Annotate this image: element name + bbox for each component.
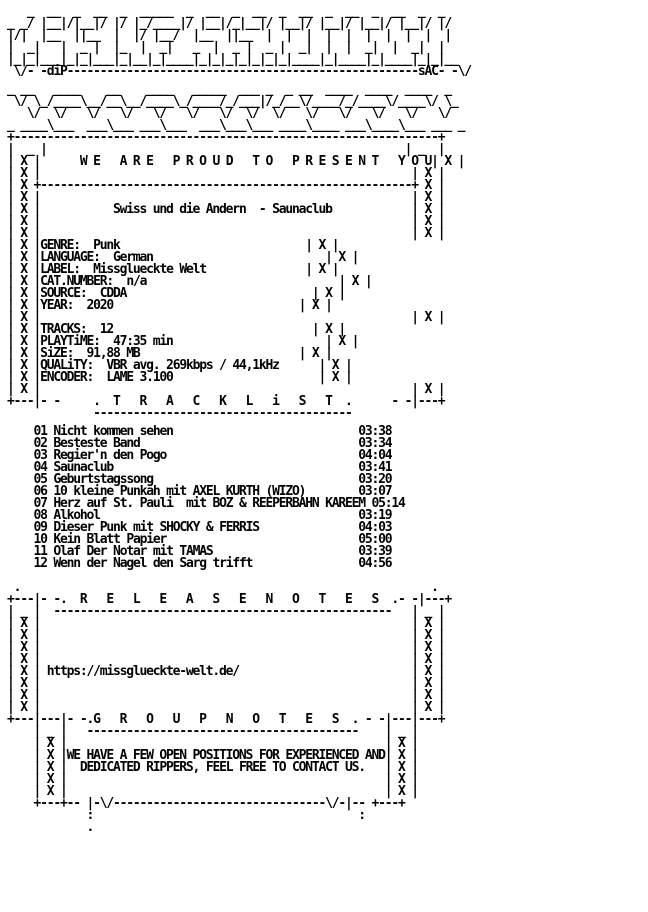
track-number: 04 <box>33 460 47 475</box>
ascii-frame: | X | <box>7 262 41 277</box>
ascii-frame: - -|---|---+ <box>358 712 445 727</box>
track-number: 08 <box>33 508 47 523</box>
logo-art-line: | _| | _ | |_ | _| _ | _ | _ | _| | | _| | _| | <box>7 40 451 55</box>
ascii-frame: | X | <box>7 322 41 337</box>
track-time: 03:34 <box>358 436 392 451</box>
track-number: 10 <box>33 532 47 547</box>
track-time: 03:19 <box>358 508 392 523</box>
ascii-frame: | X | | X | <box>7 190 445 205</box>
track-title: Geburtstagssong <box>53 472 153 487</box>
ascii-frame: | X | | X | <box>7 652 445 667</box>
heading-underline <box>7 408 648 420</box>
ascii-frame: | X | <box>7 238 41 253</box>
group-notes-line: WE HAVE A FEW OPEN POSITIONS FOR EXPERIENCED AND <box>66 748 385 763</box>
ascii-frame: +----------------------------------------------------------------+ <box>7 130 445 145</box>
ascii-frame: | X | <box>331 202 445 217</box>
logo-art-line: |/| |__ ||__ | |/ |__/ |__ ||__ | | | | | | | | | | <box>7 28 458 43</box>
track-time: 03:39 <box>358 544 392 559</box>
ascii-frame: - -|---+ <box>351 394 445 409</box>
track-title: Kein Blatt Papier <box>53 532 167 547</box>
ascii-frame: | X | <box>7 748 67 763</box>
ascii-frame: +---|- - <box>7 592 61 607</box>
info-label: YEAR: <box>40 298 74 313</box>
logo-art-line: |_|_|___|_|_|___|_|__|_|____|_|_|_|_|_|_|_|____|_|____|_|____|_|_|__ <box>7 52 465 67</box>
track-time: 03:20 <box>358 472 392 487</box>
ascii-frame <box>7 556 34 571</box>
logo-art <box>7 66 648 78</box>
track-title: Besteste Band <box>53 436 140 451</box>
info-value: LAME 3.100 <box>106 370 173 385</box>
info-value: 91,88 MB <box>86 346 140 361</box>
ascii-frame: | X | <box>7 250 41 265</box>
ascii-frame: : : <box>7 808 365 823</box>
box-tail <box>7 810 648 822</box>
intro-heading: W E A R E P R O U D T O P R E S E N T Y O U <box>79 154 432 169</box>
ascii-frame: | X | | X | <box>7 310 445 325</box>
ascii-frame: | X | <box>7 760 80 775</box>
release-title: Swiss und die Andern - Saunaclub <box>113 202 332 217</box>
second-art-line: \/ \_/____\__/__\__/____\_/____/_/___|/_/__\/____/_/____\/____\/ \_ <box>7 94 458 109</box>
track-number: 02 <box>33 436 47 451</box>
info-value: Missglueckte Welt <box>93 262 206 277</box>
ascii-frame: | X | <box>431 154 465 169</box>
ascii-frame: | X | | X | <box>7 628 445 643</box>
track-number: 09 <box>33 520 47 535</box>
release-url: https://missglueckte-welt.de/ <box>46 664 239 679</box>
ascii-frame: | X | | X | <box>7 700 445 715</box>
info-value: VBR avg. 269kbps / 44,1kHz <box>106 358 279 373</box>
release-notes-heading: . R E L E A S E N O T E S . <box>60 592 398 607</box>
track-number: 06 <box>33 484 47 499</box>
track-title: Regier'n den Pogo <box>53 448 167 463</box>
ascii-frame: | X | <box>384 748 418 763</box>
ascii-frame: | X | | X | <box>7 736 418 751</box>
track-time: 04:03 <box>358 520 392 535</box>
ascii-frame: . . <box>7 580 438 595</box>
track-title: Wenn der Nagel den Sarg trifft <box>53 556 253 571</box>
info-value: n/a <box>126 274 147 289</box>
group-notes-heading: .G R O U P N O T E S . <box>86 712 359 727</box>
info-label: TRACKS: <box>40 322 87 337</box>
track-title: Saunaclub <box>53 460 114 475</box>
track-title: Herz auf St. Pauli mit BOZ & REEPERBAHN KAREEM <box>53 496 365 511</box>
track-row <box>7 558 648 570</box>
track-number: 03 <box>33 448 47 463</box>
logo-art-line: \/- -diP-----------------------------------------------------sAC- -\/ <box>7 64 471 79</box>
track-time: 03:41 <box>358 460 392 475</box>
ascii-frame: | X | <box>7 274 41 289</box>
ascii-frame: | X | | X | <box>7 688 445 703</box>
info-value: 47:35 min <box>113 334 173 349</box>
ascii-frame: --------------------------------------- <box>7 406 352 421</box>
ascii-frame: | X | <box>7 202 114 217</box>
nfo-document <box>0 6 648 906</box>
ascii-frame: | _ | --------------------------------------------------- | _ | <box>7 604 445 619</box>
ascii-frame: | X | | X | <box>7 640 445 655</box>
ascii-frame: | X | <box>113 322 345 337</box>
info-value: Punk <box>93 238 120 253</box>
ascii-frame: | X | | X | <box>7 772 418 787</box>
logo-art-line: _ _/ |__|/|__|/ |/ |_/____|/ |__|/_|__|/ |__|/ |__|/ |__|/ |__|/ |/ <box>7 16 458 31</box>
ascii-frame: | X | <box>126 286 345 301</box>
info-value: 12 <box>99 322 114 337</box>
ascii-frame: | X | <box>278 358 352 373</box>
ascii-frame <box>252 556 358 571</box>
track-time: 04:56 <box>358 556 392 571</box>
ascii-frame: | X | <box>7 370 41 385</box>
ascii-frame: | X +--------------------------------------------------------+ X | <box>7 178 445 193</box>
ascii-frame: - -|---+ <box>397 592 451 607</box>
ascii-frame: | X | <box>172 334 359 349</box>
ascii-frame: | X | | X | <box>7 166 445 181</box>
track-title: Nicht kommen sehen <box>53 424 173 439</box>
ascii-frame: | X | <box>152 250 359 265</box>
ascii-frame: . <box>7 820 94 835</box>
track-title: Olaf Der Notar mit TAMAS <box>53 544 213 559</box>
ascii-frame: | X | | X | <box>7 382 445 397</box>
ascii-frame: | X | <box>172 370 352 385</box>
logo-art-line: _ __ _ __ _ _____ _ __ _ __ _ __ _ __ _ __ _ _ <box>7 6 451 19</box>
ascii-frame: | X | <box>7 286 41 301</box>
track-time: 05:00 <box>358 532 392 547</box>
second-art-line: \/ \/ \/ \/ \/ \/ \/ \/ \/ \/ \/ \/ \/ \/ <box>7 106 451 121</box>
tracklist-heading: . T R A C K L i S T . <box>93 394 352 409</box>
track-time: 03:38 <box>358 424 392 439</box>
ascii-frame: | X | <box>119 238 339 253</box>
ascii-frame: | X | <box>7 154 80 169</box>
track-title: Dieser Punk mit SHOCKY & FERRIS <box>53 520 259 535</box>
ascii-frame: +---|- - <box>7 394 94 409</box>
ascii-frame: +---|---|- - <box>7 712 87 727</box>
track-title: 10 kleine Punkah mit AXEL KURTH (WIZO) <box>53 484 306 499</box>
box-tail <box>7 822 648 834</box>
ascii-frame: | _ | | _ | <box>7 142 445 157</box>
info-label: ENCODER: <box>40 370 94 385</box>
ascii-frame: | X | <box>146 274 372 289</box>
ascii-frame: | _ | ----------------------------------------- | _ | <box>7 724 418 739</box>
track-number: 07 <box>33 496 47 511</box>
track-number: 12 <box>33 556 47 571</box>
ascii-frame: | X | | X | <box>7 214 445 229</box>
track-number: 05 <box>33 472 47 487</box>
ascii-frame: | X | | X | <box>7 616 445 631</box>
info-label: PLAYTiME: <box>40 334 100 349</box>
track-time: 05:14 <box>371 496 405 511</box>
ascii-frame: | X | <box>7 664 47 679</box>
info-label: LABEL: <box>40 262 80 277</box>
group-notes-line: DEDICATED RIPPERS, FEEL FREE TO CONTACT US. <box>79 760 365 775</box>
ascii-frame: | X | <box>238 664 445 679</box>
ascii-frame: +---+-- |-\/--------------------------------\/-|-- +---+ <box>7 796 405 811</box>
ascii-frame: | X | <box>7 358 41 373</box>
track-time: 04:04 <box>358 448 392 463</box>
track-time: 03:07 <box>358 484 392 499</box>
second-art-line: _ __ ____ __ ____ _____ ___ _ _ __ ____ ____ ____ _ <box>7 82 451 97</box>
info-label: SiZE: <box>40 346 74 361</box>
ascii-frame: | X | <box>7 334 41 349</box>
ascii-frame: | X | <box>113 298 332 313</box>
info-label: LANGUAGE: <box>40 250 100 265</box>
track-number: 11 <box>33 544 47 559</box>
info-label: QUALiTY: <box>40 358 94 373</box>
info-value: CDDA <box>99 286 127 301</box>
second-art-line: _ ____\___ ___\___ ___\___ ___\___\___ ____\____ ___\____\___ ___ _ <box>7 118 465 133</box>
track-title: Alkohol <box>53 508 100 523</box>
ascii-frame: | X | | X | <box>7 226 445 241</box>
ascii-frame: | X | <box>7 346 41 361</box>
ascii-frame: | X | | X | <box>7 784 418 799</box>
track-number: 01 <box>33 424 47 439</box>
ascii-frame: | X | <box>7 298 41 313</box>
ascii-frame: | X | | X | <box>7 676 445 691</box>
ascii-frame: | X | <box>139 346 332 361</box>
info-label: CAT.NUMBER: <box>40 274 114 289</box>
info-label: GENRE: <box>40 238 80 253</box>
ascii-frame: | X | <box>205 262 339 277</box>
info-label: SOURCE: <box>40 286 87 301</box>
info-value: German <box>113 250 153 265</box>
info-value: 2020 <box>86 298 114 313</box>
ascii-frame: | X | <box>364 760 418 775</box>
